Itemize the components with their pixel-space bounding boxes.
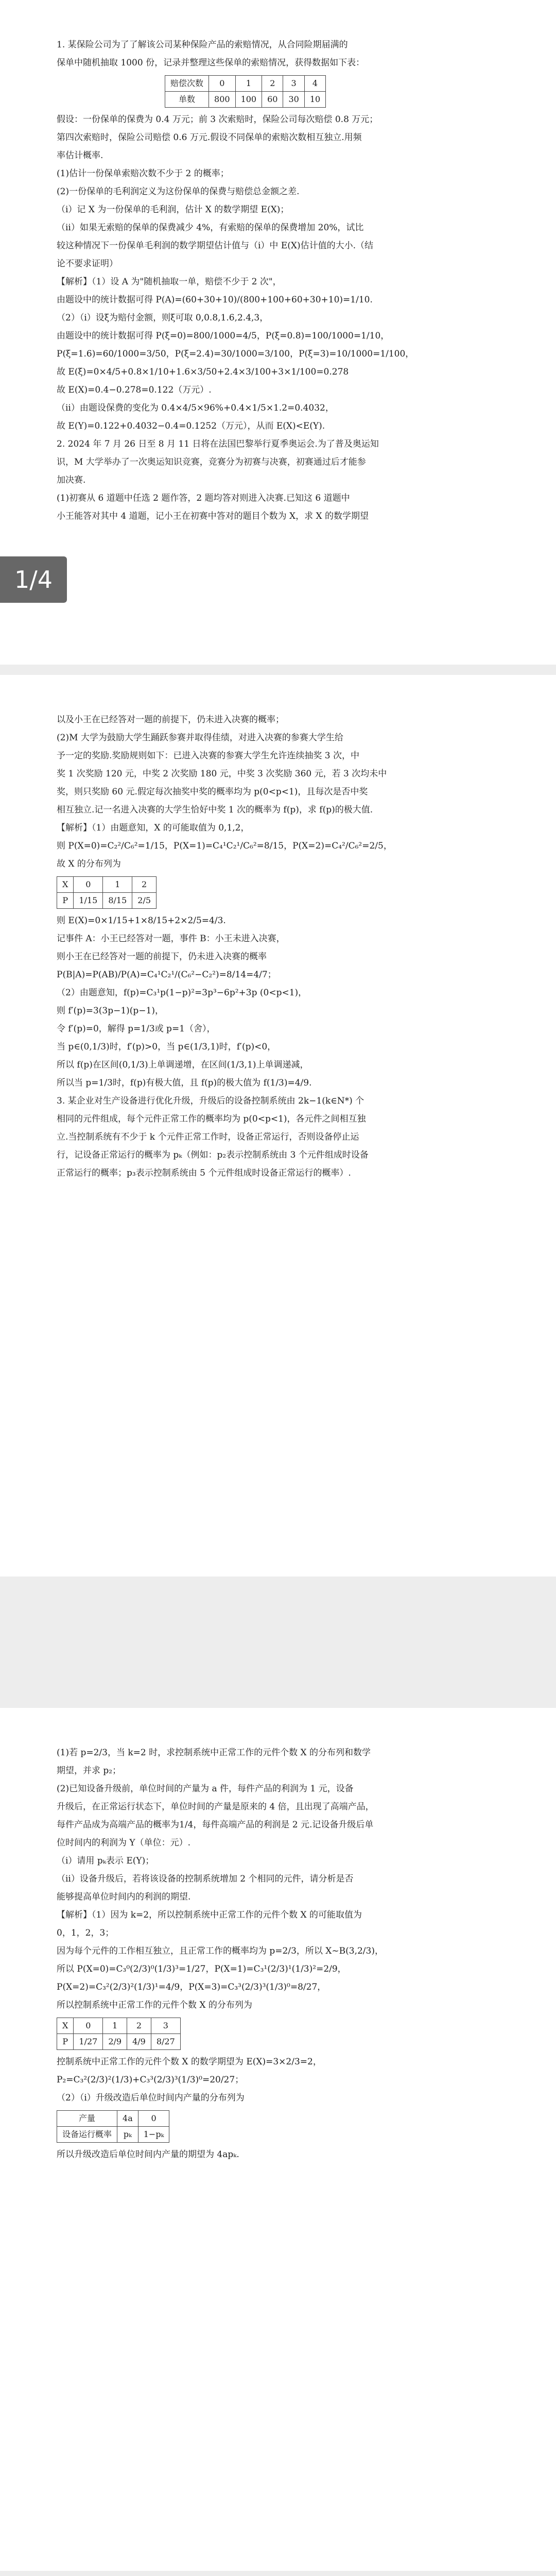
text-line: （2）由题意知，f(p)=C₃¹p(1−p)²=3p³−6p²+3p (0<p<1)， — [57, 988, 307, 998]
table-cell: 2 — [262, 76, 283, 92]
table-cell: 10 — [304, 92, 325, 108]
text-line: 每件产品成为高端产品的概率为1/4，每件高端产品的利润是 2 元.记设备升级后单 — [57, 1820, 374, 1830]
text-line: 识，M 大学举办了一次奥运知识竞赛，竞赛分为初赛与决赛，初赛通过后才能参 — [57, 457, 366, 467]
text-line: 记事件 A：小王已经答对一题，事件 B：小王未进入决赛， — [57, 934, 285, 944]
table-row — [57, 2111, 169, 2127]
text-line: 则 f′(p)=3(3p−1)(p−1)， — [57, 1006, 164, 1016]
table-row — [57, 2018, 181, 2034]
table-cell: 产量 — [57, 2111, 117, 2127]
table-cell: 3 — [283, 76, 304, 92]
text-line: 假设：一份保单的保费为 0.4 万元；前 3 次索赔时，保险公司每次赔偿 0.8 万元； — [57, 114, 378, 125]
text-line: 【解析】（1）设 A 为"随机抽取一单，赔偿不少于 2 次"， — [57, 277, 282, 287]
text-line: 所以当 p=1/3时，f(p)有极大值，且 f(p)的极大值为 f(1/3)=4/9. — [57, 1078, 312, 1088]
text-line: 加决赛. — [57, 475, 86, 485]
text-line: 较这种情况下一份保单毛利润的数学期望估计值与（i）中 E(X)估计值的大小.（结 — [57, 241, 374, 251]
text-line: (2)一份保单的毛利润定义为这份保单的保费与赔偿总金额之差. — [57, 187, 300, 197]
table-cell: 设备运行概率 — [57, 2127, 117, 2143]
table-cell: 0 — [138, 2111, 169, 2127]
text-line: P(X=2)=C₃²(2/3)²(1/3)¹=4/9，P(X=3)=C₃³(2/3)³(1/3)⁰=8/27， — [57, 1982, 326, 1992]
text-line: P(B|A)=P(AB)/P(A)=C₄¹C₂¹/(C₆²−C₂²)=8/14=4/7； — [57, 970, 276, 980]
text-line: 所以 P(X=0)=C₃⁰(2/3)⁰(1/3)³=1/27，P(X=1)=C₃¹(2/3)¹(1/3)²=2/9， — [57, 1964, 346, 1974]
table-row — [165, 76, 326, 92]
text-line: 0，1，2，3； — [57, 1928, 114, 1938]
table-cell: 赔偿次数 — [165, 76, 209, 92]
question-3-body — [57, 1744, 499, 2014]
question-2-body — [57, 711, 499, 873]
text-line: P(ξ=1.6)=60/1000=3/50，P(ξ=2.4)=30/1000=3/100，P(ξ=3)=10/1000=1/100， — [57, 349, 414, 359]
text-line: （2）（i）升级改造后单位时间内产量的分布列为 — [57, 2093, 245, 2103]
text-line: 保单中随机抽取 1000 份，记录并整理这些保单的索赔情况，获得数据如下表： — [57, 58, 365, 68]
table-cell: X — [57, 877, 74, 893]
table-row — [57, 2034, 181, 2050]
table-cell: 800 — [209, 92, 236, 108]
table-cell: 2/5 — [132, 893, 157, 909]
table-cell: 1 — [235, 76, 262, 92]
text-line: 以及小王在已经答对一题的前提下，仍未进入决赛的概率； — [57, 715, 284, 725]
document-page-1 — [0, 0, 556, 665]
text-line: 小王能答对其中 4 道题，记小王在初赛中答对的题目个数为 X，求 X 的数学期望 — [57, 511, 369, 521]
table-cell: 单数 — [165, 92, 209, 108]
table-cell: 4/9 — [127, 2034, 151, 2050]
table-cell: 0 — [74, 877, 103, 893]
table-cell: X — [57, 2018, 74, 2034]
table-cell: 8/15 — [103, 893, 132, 909]
text-line: 第四次索赔时，保险公司赔偿 0.6 万元.假设不同保单的索赔次数相互独立.用频 — [57, 132, 362, 143]
table-row — [57, 893, 157, 909]
text-line: （ii）由题设保费的变化为 0.4×4/5×96%+0.4×1/5×1.2=0.4032， — [57, 403, 334, 413]
text-line: 【解析】（1）因为 k=2，所以控制系统中正常工作的元件个数 X 的可能取值为 — [57, 1910, 362, 1920]
table-cell: 4a — [117, 2111, 138, 2127]
table-cell: 1/27 — [74, 2034, 103, 2050]
text-line: (1)若 p=2/3，当 k=2 时，求控制系统中正常工作的元件个数 X 的分布列和数学 — [57, 1748, 371, 1758]
text-line: 由题设中的统计数据可得 P(ξ=0)=800/1000=4/5，P(ξ=0.8)=100/1000=1/10， — [57, 331, 390, 341]
text-line: 相同的元件组成，每个元件正常工作的概率均为 p(0<p<1)，各元件之间相互独 — [57, 1114, 366, 1124]
text-line: 相互独立.记一名进入决赛的大学生恰好中奖 1 次的概率为 f(p)，求 f(p)的极大值. — [57, 805, 373, 815]
distribution-table-x — [57, 876, 157, 909]
question-1-body — [57, 111, 499, 526]
text-line: (1)初赛从 6 道题中任选 2 题作答，2 题均答对则进入决赛.已知这 6 道题中 — [57, 493, 350, 503]
text-line: 令 f′(p)=0，解得 p=1/3或 p=1（舍）， — [57, 1024, 216, 1034]
text-line: P₂=C₃²(2/3)²(1/3)+C₃³(2/3)³(1/3)⁰=20/27； — [57, 2075, 244, 2085]
text-line: 立.当控制系统有不少于 k 个元件正常工作时，设备正常运行，否则设备停止运 — [57, 1132, 359, 1142]
text-line: 故 E(ξ)=0×4/5+0.8×1/10+1.6×3/50+2.4×3/100+3×1/100=0.278 — [57, 367, 349, 377]
text-line: (2)已知设备升级前，单位时间的产量为 a 件，每件产品的利润为 1 元，设备 — [57, 1784, 354, 1794]
text-line: 1. 某保险公司为了了解该公司某种保险产品的索赔情况，从合同险期届满的 — [57, 40, 348, 50]
table-cell: 60 — [262, 92, 283, 108]
text-line: 予一定的奖励.奖励规则如下：已进入决赛的参赛大学生允许连续抽奖 3 次，中 — [57, 751, 360, 761]
text-line: 则 P(X=0)=C₂²/C₆²=1/15，P(X=1)=C₄¹C₂¹/C₆²=8/15，P(X=2)=C₄²/C₆²=2/5， — [57, 841, 392, 851]
text-line: 故 E(X)=0.4−0.278=0.122（万元）. — [57, 385, 212, 395]
table-row — [57, 877, 157, 893]
table-row — [57, 2127, 169, 2143]
text-line: 则小王在已经答对一题的前提下，仍未进入决赛的概率 — [57, 952, 267, 962]
table-cell: 0 — [74, 2018, 103, 2034]
text-line: 故 X 的分布列为 — [57, 859, 121, 869]
text-line: 当 p∈(0,1/3)时，f′(p)>0，当 p∈(1/3,1)时，f′(p)<0， — [57, 1042, 276, 1052]
text-line: (1)估计一份保单索赔次数不少于 2 的概率； — [57, 168, 229, 179]
question-3-expectation — [57, 2146, 499, 2164]
text-line: 3. 某企业对生产设备进行优化升级，升级后的设备控制系统由 2k−1(k∈N*) 个 — [57, 1096, 364, 1106]
table-cell: P — [57, 2034, 74, 2050]
text-line: 率估计概率. — [57, 150, 103, 161]
text-line: 所以 f(p)在区间(0,1/3)上单调递增，在区间(1/3,1)上单调递减， — [57, 1060, 309, 1070]
table-cell: 3 — [151, 2018, 180, 2034]
text-line: 升级后，在正常运行状态下，单位时间的产量是原来的 4 倍，且出现了高端产品， — [57, 1802, 374, 1812]
question-1-intro — [57, 36, 499, 72]
table-cell: 1 — [103, 877, 132, 893]
text-line: 所以控制系统中正常工作的元件个数 X 的分布列为 — [57, 2000, 252, 2010]
text-line: 控制系统中正常工作的元件个数 X 的数学期望为 E(X)=3×2/3=2， — [57, 2057, 322, 2067]
text-line: （i）记 X 为一份保单的毛利润，估计 X 的数学期望 E(X)； — [57, 205, 289, 215]
table-cell: 1 — [103, 2018, 127, 2034]
text-line: 位时间内的利润为 Y（单位：元）. — [57, 1838, 191, 1848]
text-line: 能够提高单位时间内的利润的期望. — [57, 1892, 191, 1902]
question-3-solution — [57, 2053, 499, 2107]
text-line: （i）请用 pₖ表示 E(Y)； — [57, 1856, 154, 1866]
table-cell: 4 — [304, 76, 325, 92]
text-line: 【解析】（1）由题意知，X 的可能取值为 0,1,2， — [57, 823, 250, 833]
table-cell: 2 — [132, 877, 157, 893]
claims-table — [165, 75, 326, 108]
text-line: 正常运行的概率；p₃表示控制系统由 5 个元件组成时设备正常运行的概率）. — [57, 1168, 351, 1178]
text-line: 期望，并求 p₂； — [57, 1766, 121, 1776]
text-line: （2）（i）设ξ为赔付金额，则ξ可取 0,0.8,1.6,2.4,3， — [57, 313, 269, 323]
table-cell: 100 — [235, 92, 262, 108]
text-line: 因为每个元件的工作相互独立，且正常工作的概率均为 p=2/3，所以 X~B(3,2/3)， — [57, 1946, 384, 1956]
text-line: (2)M 大学为鼓励大学生踊跃参赛并取得佳绩，对进入决赛的参赛大学生给 — [57, 733, 343, 743]
question-2-solution — [57, 912, 499, 1182]
table-cell: 1/15 — [74, 893, 103, 909]
table-cell: 1−pₖ — [138, 2127, 169, 2143]
text-line: 奖 1 次奖励 120 元，中奖 2 次奖励 180 元，中奖 3 次奖励 360 元，若 3 次均未中 — [57, 769, 387, 779]
text-line: 由题设中的统计数据可得 P(A)=(60+30+10)/(800+100+60+30+10)=1/10. — [57, 295, 373, 305]
text-line: 行，记设备正常运行的概率为 pₖ（例如：p₂表示控制系统由 3 个元件组成时设备 — [57, 1150, 369, 1160]
table-cell: 8/27 — [151, 2034, 180, 2050]
table-cell: 2/9 — [103, 2034, 127, 2050]
text-line: 故 E(Y)=0.122+0.4032−0.4=0.1252（万元），从而 E(X)<E(Y). — [57, 421, 325, 431]
text-line: （ii）如果无索赔的保单的保费减少 4%，有索赔的保单的保费增加 20%，试比 — [57, 223, 364, 233]
text-line: 则 E(X)=0×1/15+1×8/15+2×2/5=4/3. — [57, 916, 226, 926]
distribution-table-components — [57, 2018, 181, 2050]
table-cell: 0 — [209, 76, 236, 92]
document-page-3 — [0, 1708, 556, 2571]
text-line: （ii）设备升级后，若将该设备的控制系统增加 2 个相同的元件，请分析是否 — [57, 1874, 354, 1884]
table-row — [165, 92, 326, 108]
text-line: 奖，则只奖励 60 元.假定每次抽奖中奖的概率均为 p(0<p<1)，且每次是否中奖 — [57, 787, 368, 797]
text-line: 所以升级改造后单位时间内产量的期望为 4apₖ. — [57, 2149, 239, 2160]
table-cell: pₖ — [117, 2127, 138, 2143]
table-cell: 2 — [127, 2018, 151, 2034]
table-cell: P — [57, 893, 74, 909]
page-indicator: 1/4 — [0, 556, 67, 603]
output-distribution-table — [57, 2110, 169, 2143]
document-page-2 — [0, 675, 556, 1577]
text-line: 2. 2024 年 7 月 26 日至 8 月 11 日将在法国巴黎举行夏季奥运会.为了普及奥运知 — [57, 439, 379, 449]
table-cell: 30 — [283, 92, 304, 108]
text-line: 论不要求证明） — [57, 259, 118, 269]
